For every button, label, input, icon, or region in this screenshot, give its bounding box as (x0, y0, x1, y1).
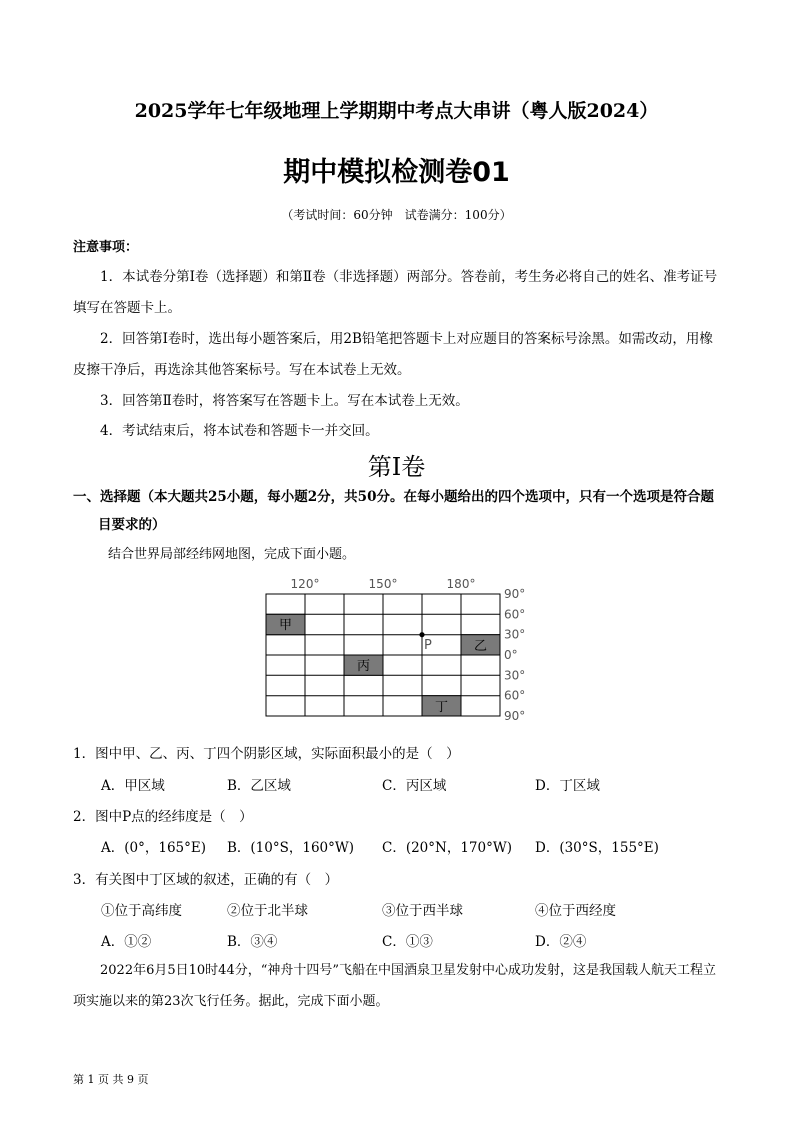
q2-option-b: B．(10°S，160°W) (227, 840, 355, 856)
q1-option-c: C．丙区域 (382, 778, 447, 794)
q2-option-a: A．(0°，165°E) (101, 840, 206, 856)
region-ding-label: 丁 (434, 700, 449, 715)
notice-item-1: 1．本试卷分第Ⅰ卷（选择题）和第Ⅱ卷（非选择题）两部分。答卷前，考生务必将自己的姓名、准考证号填写在答题卡上。 (73, 269, 718, 316)
lat-label-30n: 30° (504, 627, 526, 642)
q2-option-c: C．(20°N，170°W) (382, 840, 512, 856)
q3-statement-2: ②位于北半球 (227, 903, 308, 919)
section-title: 一、选择题（本大题共25小题，每小题2分，共50分。在每小题给出的四个选项中，只有一个选项是符合题目要求的） (73, 489, 714, 533)
q3-statement-1: ①位于高纬度 (101, 903, 182, 919)
q1-option-b: B．乙区域 (227, 778, 291, 794)
exam-title: 期中模拟检测卷01 (283, 157, 510, 188)
question-1-stem: 1．图中甲、乙、丙、丁四个阴影区域，实际面积最小的是（ ） (73, 746, 460, 762)
q3-statement-3: ③位于西半球 (382, 903, 463, 919)
series-title: 2025学年七年级地理上学期期中考点大串讲（粤人版2024） (134, 100, 659, 122)
lat-label-0: 0° (504, 648, 518, 662)
region-jia-label: 甲 (278, 618, 293, 633)
q1-option-d: D．丁区域 (535, 778, 600, 794)
question-2-stem: 2．图中P点的经纬度是（ ） (73, 809, 253, 825)
volume-title: 第Ⅰ卷 (367, 453, 426, 481)
exam-info: （考试时间：60分钟 试卷满分：100分） (281, 208, 512, 222)
graticule-map (262, 574, 542, 726)
section-intro: 结合世界局部经纬网地图，完成下面小题。 (108, 547, 356, 562)
question-3-stem: 3．有关图中丁区域的叙述，正确的有（ ） (73, 872, 339, 888)
q3-option-d: D．②④ (535, 934, 587, 950)
q3-option-a: A．①② (101, 934, 152, 950)
page-footer: 第 1 页 共 9 页 (73, 1073, 149, 1086)
q3-option-c: C．①③ (382, 934, 433, 950)
lat-label-90n: 90° (504, 587, 526, 601)
notice-item-2: 2．回答第Ⅰ卷时，选出每小题答案后，用2B铅笔把答题卡上对应题目的答案标号涂黑。如需改动，用橡皮擦干净后，再选涂其他答案标号。写在本试卷上无效。 (73, 331, 713, 378)
lon-label-120: 120° (290, 577, 320, 591)
lat-label-90s: 90° (504, 709, 526, 723)
notice-item-4: 4．考试结束后，将本试卷和答题卡一并交回。 (100, 423, 379, 439)
q3-statement-4: ④位于西经度 (535, 903, 616, 919)
q1-option-a: A．甲区域 (101, 778, 165, 794)
point-p-marker (419, 632, 424, 637)
lon-label-180: 180° (446, 577, 476, 591)
lat-label-60s: 60° (504, 688, 526, 703)
q2-option-d: D．(30°S，155°E) (535, 840, 659, 856)
notice-item-3: 3．回答第Ⅱ卷时，将答案写在答题卡上。写在本试卷上无效。 (100, 393, 469, 409)
lat-label-60n: 60° (504, 607, 526, 622)
lat-label-30s: 30° (504, 668, 526, 683)
lon-label-150: 150° (368, 577, 398, 591)
notice-heading: 注意事项： (73, 240, 139, 255)
q3-option-b: B．③④ (227, 934, 278, 950)
point-p-label: P (424, 638, 432, 653)
passage-shenzhou: 2022年6月5日10时44分，“神舟十四号”飞船在中国酒泉卫星发射中心成功发射，这是我国载人航天工程立项实施以来的第23次飞行任务。据此，完成下面小题。 (73, 963, 717, 1009)
region-bing-label: 丙 (356, 659, 371, 674)
region-yi-label: 乙 (473, 639, 488, 654)
